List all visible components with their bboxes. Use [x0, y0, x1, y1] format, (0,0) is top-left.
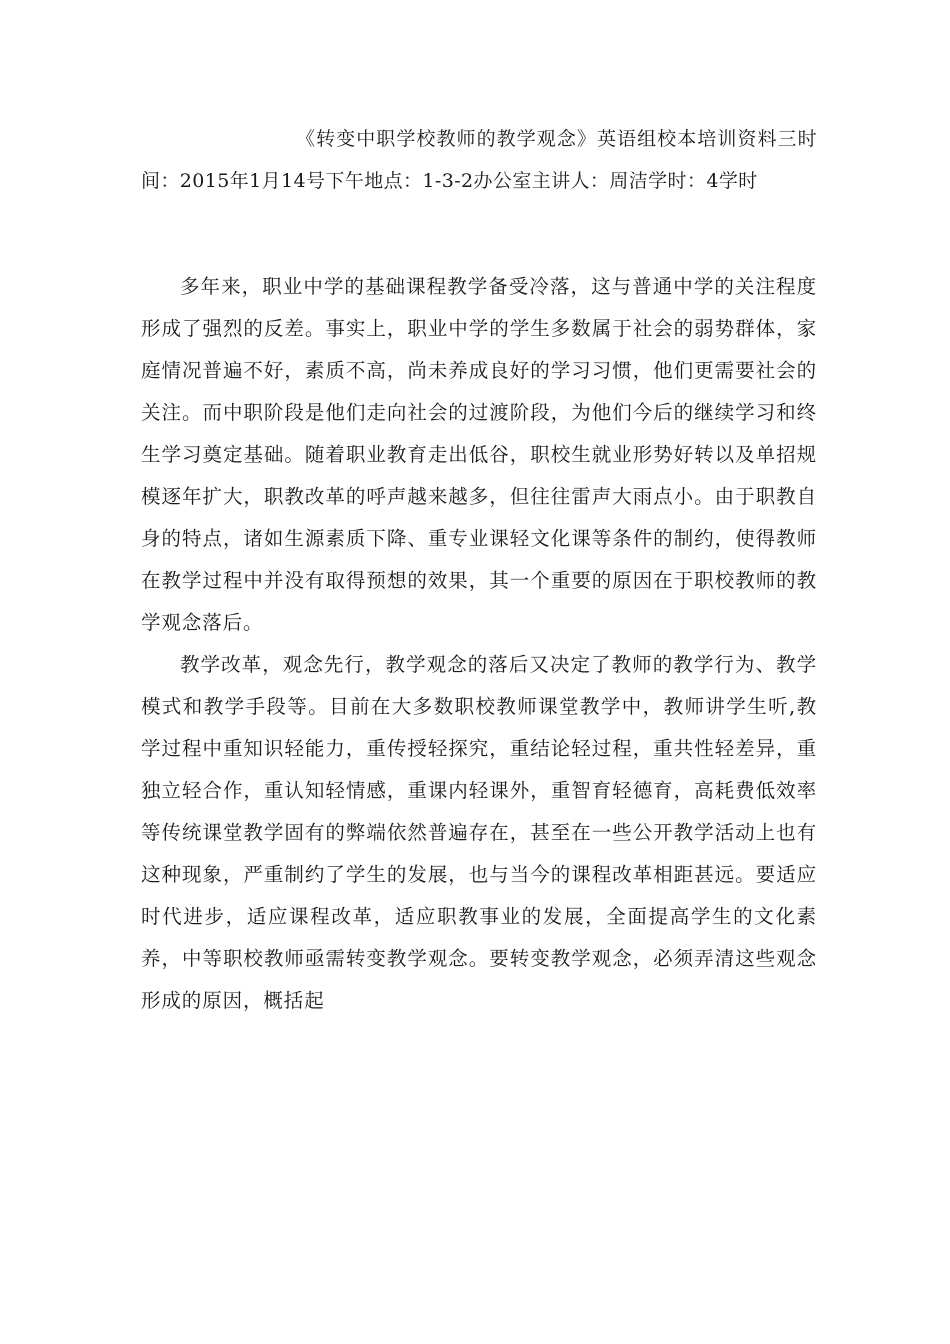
- body-paragraph-1: 多年来，职业中学的基础课程教学备受冷落，这与普通中学的关注程度形成了强烈的反差。事实上，职业中学的学生多数属于社会的弱势群体，家庭情况普遍不好，素质不高，尚未养成良好的学习习惯，他们更需要社会的关注。而中职阶段是他们走向社会的过渡阶段，为他们今后的继续学习和终生学习奠定基础。随着职业教育走出低谷，职校生就业形势好转以及单招规模逐年扩大，职教改革的呼声越来越多，但往往雷声大雨点小。由于职教自身的特点，诸如生源素质下降、重专业课轻文化课等条件的制约，使得教师在教学过程中并没有取得预想的效果，其一个重要的原因在于职校教师的教学观念落后。: [141, 275, 817, 634]
- document-page: [141, 118, 817, 1318]
- section-gap: [141, 202, 817, 266]
- body-paragraph-2: 教学改革，观念先行，教学观念的落后又决定了教师的教学行为、教学模式和教学手段等。目前在大多数职校教师课堂教学中，教师讲学生听,教学过程中重知识轻能力，重传授轻探究，重结论轻过程，重共性轻差异，重独立轻合作，重认知轻情感，重课内轻课外，重智育轻德育，高耗费低效率等传统课堂教学固有的弊端依然普遍存在，甚至在一些公开教学活动上也有这种现象，严重制约了学生的发展，也与当今的课程改革相距甚远。要适应时代进步，适应课程改革，适应职教事业的发展，全面提高学生的文化素养，中等职校教师亟需转变教学观念。要转变教学观念，必须弄清这些观念形成的原因，概括起: [141, 653, 817, 1012]
- document-heading: 《转变中职学校教师的教学观念》英语组校本培训资料三时间：2015年1月14号下午地点：1-3-2办公室主讲人：周洁学时：4学时: [141, 128, 817, 192]
